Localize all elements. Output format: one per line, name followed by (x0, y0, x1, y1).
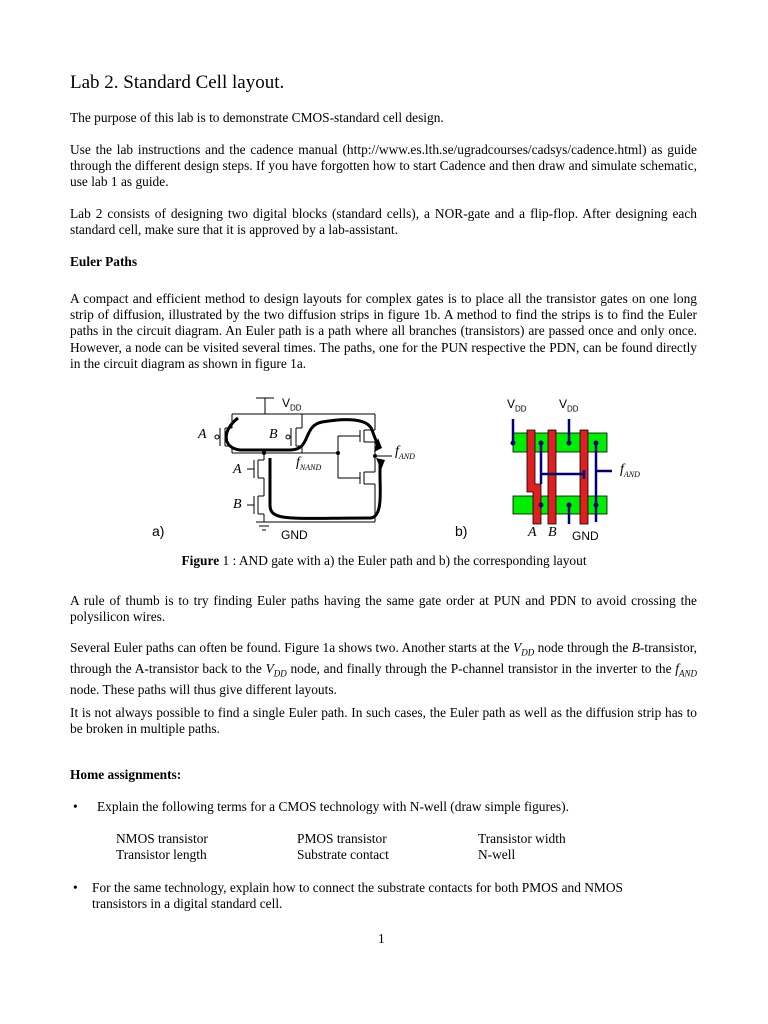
input-a-label-nmos: A (233, 462, 242, 477)
euler-heading: Euler Paths (70, 254, 138, 269)
f-and-label-b: $f_{AND}$ (620, 462, 640, 479)
input-a-label: A (198, 427, 207, 442)
term-length: Transistor length (116, 847, 207, 862)
euler-paragraph: A compact and efficient method to design layouts for complex gates is to place all the transistor gates on one long strip of diffusion, illustrated by the two diffusion strips in figure 1b. A method to find the strips is to find the Euler paths in the circuit diagram. An Euler path is a path where all branches (transistors) are passed once and only once. However, a node can be visited several times. The paths, one for the PUN respective the PDN, can be found directly in the circuit diagram as shown in figure 1a. (70, 291, 697, 371)
broken-path-paragraph: It is not always possible to find a single Euler path. In such cases, the Euler path as well as the diffusion strip has to be broken in multiple paths. (70, 705, 697, 737)
term-pmos: PMOS transistor (297, 831, 387, 846)
several-paths-paragraph: Several Euler paths can often be found. Figure 1a shows two. Another starts at the $V_{DD}$ node through the B-transistor, through the A-transistor back to the $V_{DD}$ node, and finally through the P-channel transistor in the inverter to the $f_{AND}$ node. These paths will thus give different layouts. (70, 640, 698, 697)
vdd-label-b2: $V_{DD}$ (559, 397, 579, 414)
f-and-label-a: $f_{AND}$ (395, 444, 415, 461)
vdd-label-b1: $V_{DD}$ (507, 397, 527, 414)
layout-input-b-label: B (548, 525, 557, 540)
page-number: 1 (378, 931, 385, 946)
term-substrate: Substrate contact (297, 847, 389, 862)
figure-caption: Figure 1 : AND gate with a) the Euler path and b) the corresponding layout (181, 553, 587, 568)
gnd-label-b: GND (572, 529, 599, 543)
intro-paragraph: The purpose of this lab is to demonstrate CMOS-standard cell design. (70, 110, 444, 125)
figure-label-b: b) (455, 523, 468, 539)
term-nwell: N-well (478, 847, 516, 862)
instructions-paragraph: Use the lab instructions and the cadence manual (http://www.es.lth.se/ugradcourses/cadsys/cadence.html) as guide through the different design steps. If you have forgotten how to start Cadence and then draw and simulate schematic, use lab 1 as guide. (70, 142, 697, 190)
layout-input-a-label: A (528, 525, 537, 540)
bullet-2-marker: • (73, 880, 78, 895)
figure-label-a: a) (152, 523, 165, 539)
rule-of-thumb-paragraph: A rule of thumb is to try finding Euler paths having the same gate order at PUN and PDN to avoid crossing the polysilicon wires. (70, 593, 697, 625)
home-assignments-heading: Home assignments: (70, 767, 182, 782)
page-title: Lab 2. Standard Cell layout. (70, 72, 285, 93)
bullet-1-marker: • (73, 799, 78, 814)
vdd-label-a: $V_{DD}$ (282, 396, 302, 413)
lab-content-paragraph: Lab 2 consists of designing two digital blocks (standard cells), a NOR-gate and a flip-flop. After designing each standard cell, make sure that it is approved by a lab-assistant. (70, 206, 697, 238)
input-b-label: B (269, 427, 278, 442)
input-b-label-nmos: B (233, 497, 242, 512)
f-nand-label: $f_{NAND}$ (296, 455, 322, 472)
bullet-2-text: For the same technology, explain how to connect the substrate contacts for both PMOS and NMOS transistors in a digital standard cell. (92, 880, 623, 912)
term-width: Transistor width (478, 831, 566, 846)
term-nmos: NMOS transistor (116, 831, 208, 846)
bullet-1-text: Explain the following terms for a CMOS technology with N-well (draw simple figures). (97, 799, 569, 814)
gnd-label-a: GND (281, 528, 308, 542)
